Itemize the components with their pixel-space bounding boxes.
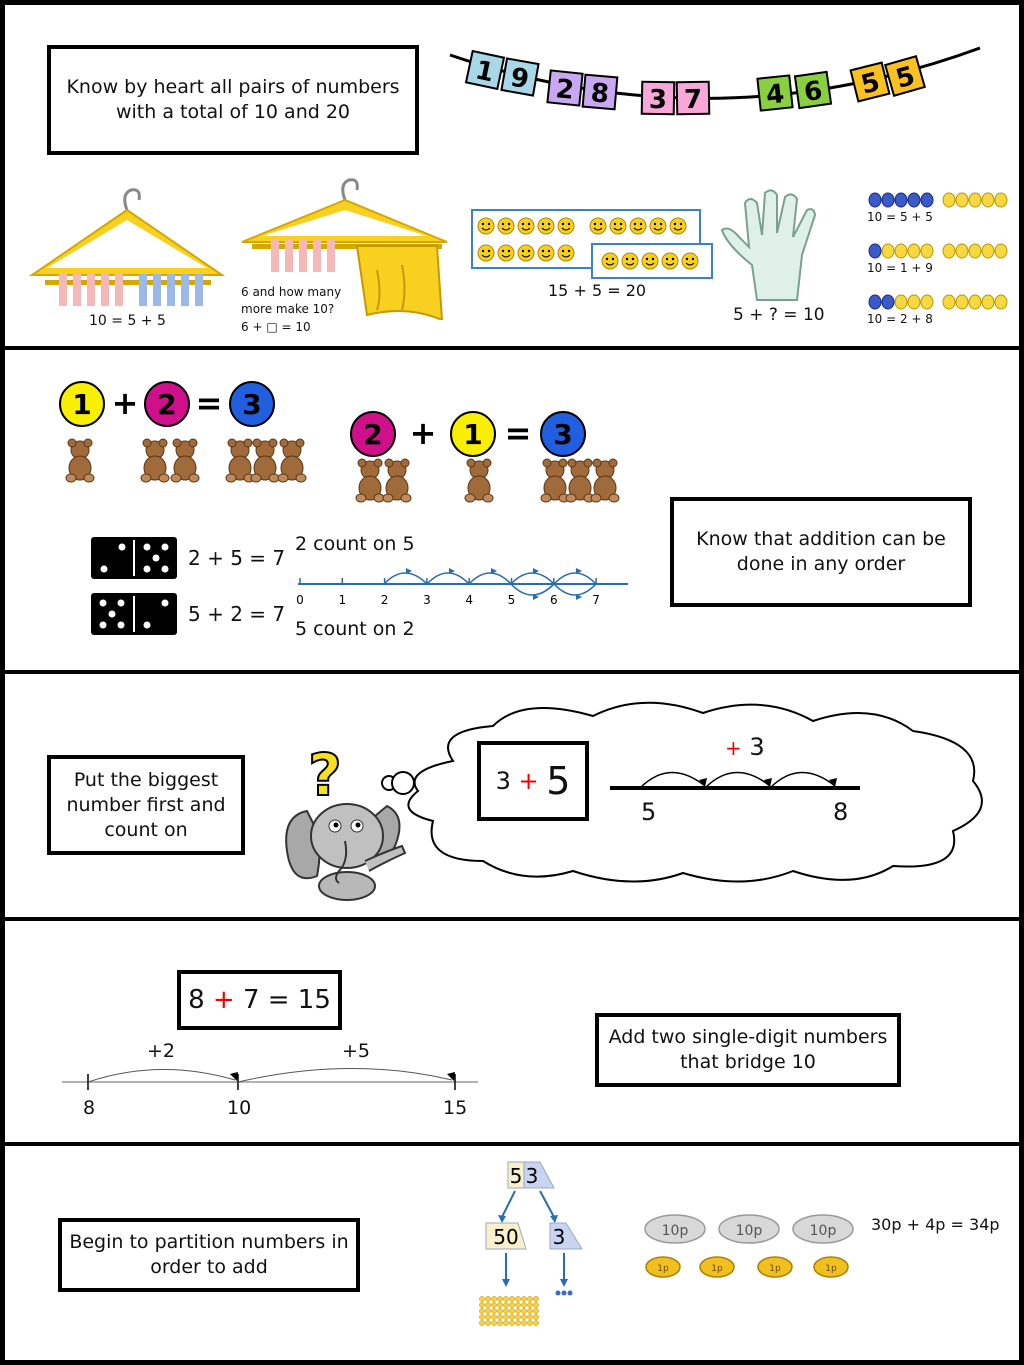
smiley-icon [558, 245, 574, 261]
bead [995, 193, 1007, 207]
bead [956, 244, 968, 258]
smiley-caption: 15 + 5 = 20 [548, 281, 647, 300]
bead [882, 295, 894, 309]
bunting-digit: 8 [589, 78, 611, 110]
panel-partition [5, 1145, 1019, 1360]
expression-box [477, 741, 589, 821]
smiley-icon [498, 245, 514, 261]
smiley-icon [538, 245, 554, 261]
expr-big-number: 5 [546, 758, 571, 803]
svg-text:?: ? [308, 743, 342, 803]
smiley-icon [590, 218, 606, 234]
biggest-first-text-box [47, 755, 245, 855]
panel-any-order [5, 349, 1019, 674]
hanger2-caption-line3: 6 + □ = 10 [241, 320, 311, 334]
smiley-icon [682, 253, 698, 269]
eq2-a: 2 [363, 418, 383, 451]
svg-text:+: + [111, 384, 139, 422]
bridge-eq-plus: + [212, 984, 235, 1015]
teddy-bears-group [55, 434, 635, 504]
partition-diagram [470, 1157, 595, 1332]
bead [908, 193, 920, 207]
bead [869, 295, 881, 309]
eq2-c: 3 [553, 418, 573, 451]
jump-label [725, 733, 765, 761]
svg-text:10p: 10p [661, 1223, 689, 1239]
bridge-number-line [60, 1060, 480, 1100]
bridge-jump1-label: +2 [147, 1040, 176, 1062]
svg-text:1p: 1p [657, 1264, 669, 1274]
panel-number-bonds [5, 5, 1019, 350]
number-bonds-text-box [47, 45, 419, 155]
smiley-icon [538, 218, 554, 234]
part-tens-value: 50 [493, 1225, 519, 1249]
number-line-tick-label: 0 [296, 593, 304, 607]
bridge-ten-text: Add two single-digit numbers that bridge 10 [608, 1026, 888, 1073]
bunting-digit: 7 [683, 84, 703, 116]
bead [982, 295, 994, 309]
smiley-icon [622, 253, 638, 269]
bunting-digit: 3 [648, 84, 668, 116]
number-line-tick-label: 3 [423, 593, 431, 607]
bunting-digit: 5 [892, 61, 919, 95]
domino-2-5 [90, 536, 178, 580]
smiley-icon [662, 253, 678, 269]
bead [908, 244, 920, 258]
bead [982, 244, 994, 258]
bridge-end-number: 15 [443, 1097, 468, 1119]
bunting-flag [677, 82, 710, 116]
smiley-icon [642, 253, 658, 269]
bridge-eq-a: 8 [188, 984, 205, 1015]
eq2-b: 1 [463, 418, 483, 451]
bunting-digit: 9 [508, 62, 532, 96]
smiley-icon [518, 245, 534, 261]
bridge-eq-rest: 7 = 15 [242, 984, 331, 1015]
equation-1-2-3 [57, 379, 282, 429]
bunting-flag [547, 70, 582, 106]
number-pairs-bunting [445, 40, 990, 150]
panel-bridge-ten [5, 920, 1019, 1146]
eq1-b: 2 [157, 388, 177, 421]
hanger1-caption: 10 = 5 + 5 [89, 313, 166, 329]
smiley-icon [558, 218, 574, 234]
domino1-equation: 2 + 5 = 7 [188, 546, 286, 570]
svg-text:10p: 10p [735, 1223, 763, 1239]
smiley-icon [610, 218, 626, 234]
bunting-flag [466, 51, 504, 90]
number-line-tick-label: 1 [338, 593, 347, 607]
smiley-icon [602, 253, 618, 269]
expr-plus: + [518, 766, 539, 795]
bead [943, 193, 955, 207]
bead [921, 244, 933, 258]
smiley-icon [518, 218, 534, 234]
bridge-mid-number: 10 [227, 1097, 252, 1119]
bead [869, 193, 881, 207]
whole-ones-digit: 3 [525, 1164, 539, 1188]
bunting-flag [583, 75, 618, 111]
bunting-digit: 6 [802, 75, 825, 109]
number-bonds-text: Know by heart all pairs of numbers with a total of 10 and 20 [66, 76, 400, 123]
svg-text:1p: 1p [825, 1264, 837, 1274]
number-line-tick-label: 5 [507, 593, 516, 607]
hand-caption: 5 + ? = 10 [733, 305, 825, 325]
count-on-top-label: 2 count on 5 [295, 533, 415, 555]
bunting-digit: 1 [472, 55, 497, 89]
bunting-digit: 4 [764, 79, 786, 111]
bead [908, 295, 920, 309]
bead-caption-3: 10 = 2 + 8 [867, 312, 933, 326]
number-line-tick-label: 6 [549, 593, 558, 607]
svg-text:+: + [409, 414, 437, 452]
bunting-digit: 2 [554, 74, 576, 106]
coins-image [637, 1207, 862, 1282]
partition-text-box [58, 1218, 360, 1292]
eq1-a: 1 [72, 388, 92, 421]
smiley-icon [650, 218, 666, 234]
bead [869, 244, 881, 258]
jump-value: 3 [749, 733, 765, 761]
money-sum-text: 30p + 4p = 34p [871, 1215, 1000, 1234]
whole-tens-digit: 5 [509, 1164, 523, 1188]
expr-small-number: 3 [495, 766, 511, 795]
line-start-number: 5 [641, 798, 657, 826]
bunting-flag [757, 75, 792, 111]
bead [969, 244, 981, 258]
biggest-first-text: Put the biggest number first and count on [66, 768, 226, 841]
bunting-flag [642, 82, 675, 116]
count-on-jumps [605, 758, 865, 798]
bead [943, 244, 955, 258]
bunting-flag [851, 63, 890, 103]
bead [921, 193, 933, 207]
number-line-tick-label: 2 [380, 593, 389, 607]
svg-text:1p: 1p [711, 1264, 723, 1274]
bridge-equation-box [177, 970, 342, 1030]
bead-caption-2: 10 = 1 + 9 [867, 261, 933, 275]
svg-text:=: = [195, 384, 223, 422]
bead [882, 193, 894, 207]
hand-image [717, 185, 842, 305]
part-ones-value: 3 [552, 1225, 566, 1249]
count-on-bottom-label: 5 count on 2 [295, 618, 415, 640]
bead-caption-1: 10 = 5 + 5 [867, 210, 933, 224]
jump-plus: + [725, 736, 742, 760]
svg-text:10p: 10p [809, 1223, 837, 1239]
smiley-icon [630, 218, 646, 234]
domino2-equation: 5 + 2 = 7 [188, 602, 286, 626]
bead [982, 193, 994, 207]
hanger2-caption-line2: more make 10? [241, 302, 335, 316]
any-order-text: Know that addition can be done in any order [696, 528, 946, 575]
bead [995, 295, 1007, 309]
bridge-jump2-label: +5 [342, 1040, 371, 1062]
svg-text:=: = [504, 414, 532, 452]
bead [943, 295, 955, 309]
panel-biggest-first [5, 673, 1019, 921]
hanger2-caption-line1: 6 and how many [241, 285, 342, 299]
bead [969, 193, 981, 207]
smiley-icon [478, 218, 494, 234]
number-line-tick-label: 4 [465, 593, 474, 607]
bead [895, 193, 907, 207]
number-line-tick-label: 7 [592, 593, 600, 607]
bead [895, 295, 907, 309]
bunting-flag [795, 72, 831, 109]
partition-text: Begin to partition numbers in order to add [69, 1231, 349, 1278]
count-on-number-line [290, 554, 635, 614]
domino-5-2 [90, 592, 178, 636]
bridge-start-number: 8 [83, 1097, 96, 1119]
bunting-flag [501, 58, 538, 96]
eq1-c: 3 [242, 388, 262, 421]
smiley-icon [478, 245, 494, 261]
bunting-digit: 5 [858, 67, 883, 101]
line-end-number: 8 [833, 798, 849, 826]
bunting-flag [885, 56, 925, 97]
svg-text:1p: 1p [769, 1264, 781, 1274]
bridge-ten-text-box [595, 1013, 901, 1087]
bead [956, 295, 968, 309]
smiley-icon [670, 218, 686, 234]
hanger-pegs-image [27, 180, 227, 320]
bead [882, 244, 894, 258]
bead [895, 244, 907, 258]
bead [956, 193, 968, 207]
smiley-icon [498, 218, 514, 234]
bead [995, 244, 1007, 258]
bead [921, 295, 933, 309]
bead [969, 295, 981, 309]
any-order-text-box [670, 497, 972, 607]
smiley-frames-image [470, 208, 715, 283]
